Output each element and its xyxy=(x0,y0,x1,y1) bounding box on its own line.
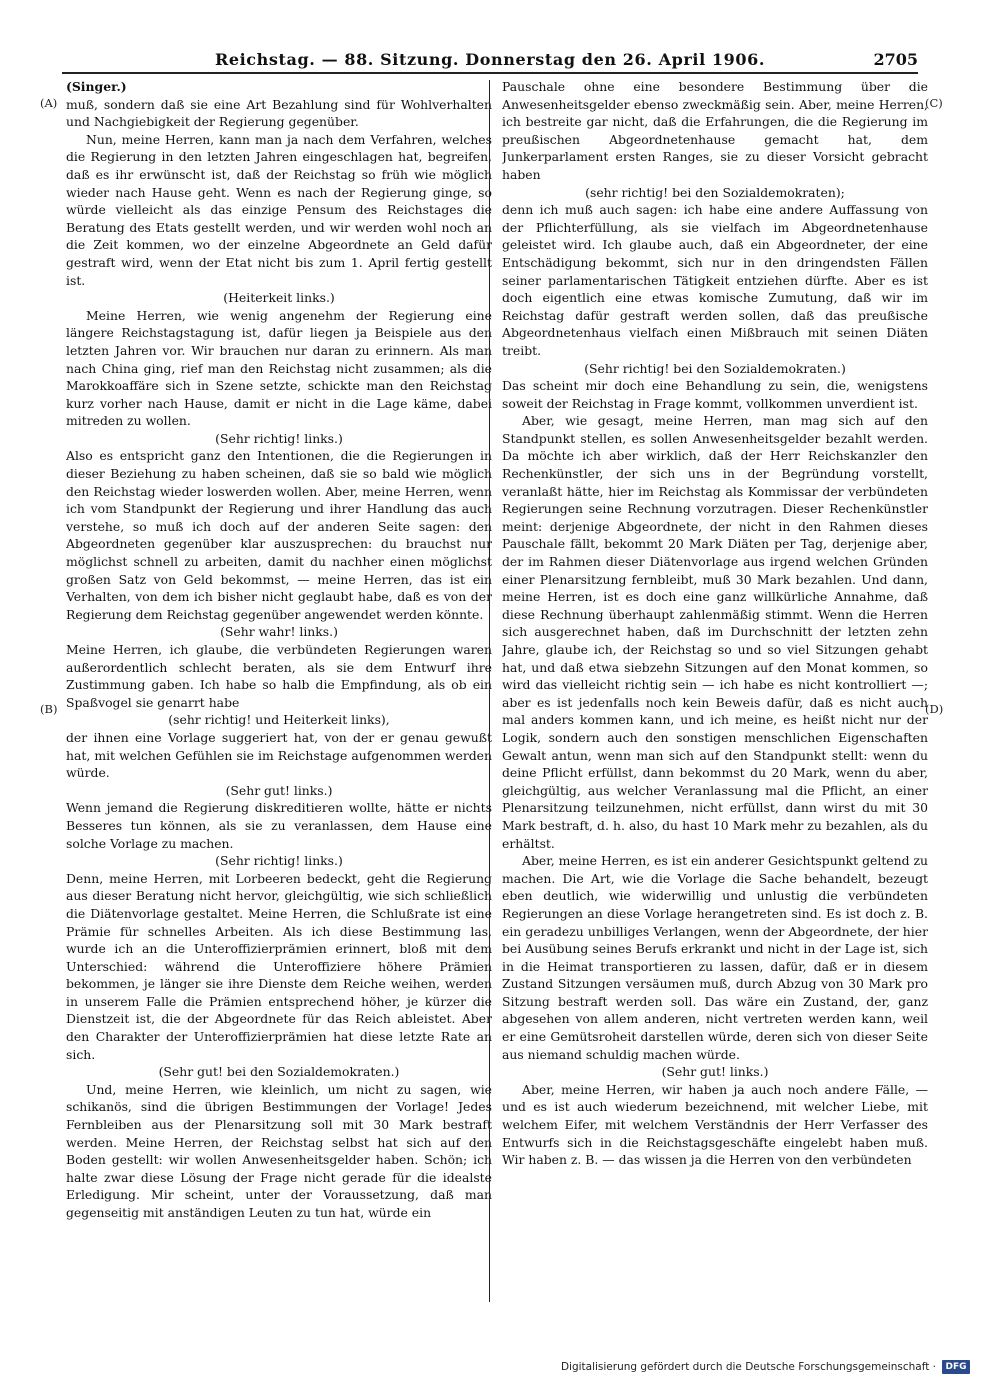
interjection: (Sehr gut! links.) xyxy=(661,1064,769,1080)
paragraph: Meine Herren, wie wenig angenehm der Regierung eine längere Reichstagstagung ist, dafür liegen ja Beispiele aus den letzten Jahren vor. Wir brauchen nur daran zu erinnern. Als man nach China ging, rief man den Reichstag nicht zusammen; als die Marokkoaffäre sich in Szene setzte, schickte man den Reichstag kurz vorher nach Hause, damit er nicht in die Lage käme, dabei mitreden zu wollen. xyxy=(66,307,492,429)
interjection: (sehr richtig! bei den Sozialdemokraten); xyxy=(585,184,845,200)
paragraph: denn ich muß auch sagen: ich habe eine andere Auffassung von der Pflichterfüllung, als sie vielfach im Abgeordnetenhause geleistet wird. Ich glaube auch, daß ein Abgeordneter, der eine Entschädigung bekommt, sich nur in den dringendsten Fällen seiner parlamentarischen Tätigkeit entziehen dürfte. Aber es ist doch eigentlich eine etwas komische Zumutung, daß wir im Reichstag dafür gestraft werden sollen, daß das preußische Abgeordnetenhaus vielfach einen Mißbrauch mit seinen Diäten treibt. xyxy=(502,202,928,358)
column-divider xyxy=(489,80,490,1302)
right-column xyxy=(502,78,928,1308)
page-footer xyxy=(561,1357,970,1377)
interjection: (Sehr richtig! links.) xyxy=(215,853,343,869)
margin-marker-a: (A) xyxy=(40,96,58,110)
paragraph: Aber, wie gesagt, meine Herren, man mag sich auf den Standpunkt stellen, es sollen Anwesenheitsgelder bezahlt werden. Da möchte ich aber wirklich, daß der Herr Reichskanzler den Rechenkünstler, der sich uns in der Begründung vorstellt, veranlaßt hätte, hier im Reichstag als Kommissar der verbündeten Regierungen seine Rechnung vorzutragen. Dieser Rechenkünstler meint: derjenige Abgeordnete, der nicht in den Rahmen dieses Pauschale fällt, bekommt 20 Mark Diäten per Tag, derjenige aber, der im Rahmen dieser Diätenvorlage aus irgend welchen Gründen einer Plenarsitzung fernbleibt, muß 30 Mark bezahlen. Und dann, meine Herren, ist es doch eine ganz willkürliche Annahme, daß diese Rechnung überhaupt zahlenmäßig stimmt. Wenn die Herren sich ausgerechnet haben, daß im Durchschnitt der letzten zehn Jahre, glaube ich, der Reichstag so und so viel Sitzungen gehabt hat, und daß etwa siebzehn Sitzungen auf den Monat kommen, so wird das vielleicht richtig sein — ich habe es nicht kontrolliert —; aber es ist jedenfalls noch kein Beweis dafür, daß es nicht auch mal anders kommen kann, und ich meine, es heißt nicht nur der Logik, sondern auch den sonstigen menschlichen Eigenschaften Gewalt antun, wenn man sich auf den Standpunkt stellt: wenn du deine Pflicht erfüllst, dann bekommst du 20 Mark, wenn du aber, gleichgültig, aus welcher Veranlassung mal die Pflicht, an einer Plenarsitzung teilzunehmen, nicht erfüllst, dann wirst du mit 30 Mark bestraft, d. h. also, du hast 10 Mark mehr zu bezahlen, als du erhältst. xyxy=(502,413,928,851)
footer-credit: Digitalisierung gefördert durch die Deutsche Forschungsgemeinschaft · xyxy=(560,1361,936,1373)
paragraph: Nun, meine Herren, kann man ja nach dem Verfahren, welches die Regierung in den letzten Jahren eingeschlagen hat, begreifen, daß es ihr erwünscht ist, daß der Reichstag so früh wie möglich wieder nach Hause geht. Wenn es nach der Regierung ginge, so würde vielleicht als das einzige Pensum des Reichstages die Beratung des Etats gestellt werden, und wir werden wohl noch an die Zeit kommen, wo der einzelne Abgeordnete an Geld dafür gestraft wird, wenn der Etat nicht bis zum 1. April fertig gestellt ist. xyxy=(66,131,492,288)
margin-marker-c: (C) xyxy=(925,96,943,110)
margin-marker-d: (D) xyxy=(925,702,944,716)
paragraph: Das scheint mir doch eine Behandlung zu sein, die, wenigstens soweit der Reichstag in Frage kommt, vollkommen unverdient ist. xyxy=(502,378,928,411)
interjection: (Sehr richtig! bei den Sozialdemokraten.) xyxy=(584,360,846,376)
header-rule xyxy=(62,72,918,74)
paragraph: der ihnen eine Vorlage suggeriert hat, von der er genau gewußt hat, mit welchen Gefühlen sie im Reichstage aufgenommen werden würde. xyxy=(66,729,492,781)
page-number: 2705 xyxy=(873,50,918,69)
interjection: (Heiterkeit links.) xyxy=(223,290,335,306)
paragraph: Pauschale ohne eine besondere Bestimmung über die Anwesenheitsgelder ebenso zweckmäßig sein. Aber, meine Herren, ich bestreite gar nicht, daß die Erfahrungen, die die Regierung im preußischen Abgeordnetenhause gemacht hat, dem Junkerparlament ersten Ranges, sie zu dieser Vorsicht gebracht haben xyxy=(502,79,928,182)
interjection: (Sehr gut! links.) xyxy=(225,782,333,798)
paragraph: Aber, meine Herren, es ist ein anderer Gesichtspunkt geltend zu machen. Die Art, wie die Vorlage die Sache behandelt, bezeugt eben deutlich, wie widerwillig und unlustig die verbündeten Regierungen an diese Vorlage herangetreten sind. Es ist doch z. B. ein geradezu unbilliges Verlangen, wenn der Abgeordnete, der hier bei Ausübung seines Berufs erkrankt und nicht in der Lage ist, sich in die Heimat transportieren zu lassen, dafür, daß er in diesem Zustand Sitzungen versäumen muß, durch Abzug von 30 Mark pro Sitzung bestraft werden soll. Das wäre ein Zustand, der, ganz abgesehen von allem anderen, nicht vertreten werden kann, weil er eine Gemütsroheit darstellen würde, deren sich von dieser Seite aus niemand schuldig machen würde. xyxy=(502,853,928,1062)
paragraph: Wenn jemand die Regierung diskreditieren wollte, hätte er nichts Besseres tun können, als sie zu veranlassen, dem Hause eine solche Vorlage zu machen. xyxy=(66,800,492,851)
paragraph: Meine Herren, ich glaube, die verbündeten Regierungen waren außerordentlich schlecht beraten, als sie dem Entwurf ihre Zustimmung gaben. Ich habe so halb die Empfindung, als ob ein Spaßvogel sie genarrt habe xyxy=(66,642,492,710)
paragraph: muß, sondern daß sie eine Art Bezahlung sind für Wohlverhalten und Nachgiebigkeit der Regierung gegenüber. xyxy=(66,96,492,130)
left-column xyxy=(66,78,492,1308)
paragraph: Und, meine Herren, wie kleinlich, um nicht zu sagen, wie schikanös, sind die übrigen Bestimmungen der Vorlage! Jedes Fernbleiben aus der Plenarsitzung soll mit 30 Mark bestraft werden. Meine Herren, der Reichstag selbst hat sich auf den Boden gestellt: wir wollen Anwesenheitsgelder haben. Schön; ich halte zwar diese Lösung der Frage nicht gerade für die idealste Erledigung. Mir scheint, unter der Voraussetzung, daß man gegenseitig mit anständigen Leuten zu tun hat, würde ein xyxy=(66,1081,492,1220)
margin-marker-b: (B) xyxy=(40,702,58,716)
speaker-name: (Singer.) xyxy=(66,79,127,94)
paragraph: Also es entspricht ganz den Intentionen, die die Regierungen in dieser Beziehung zu haben scheinen, daß sie so bald wie möglich den Reichstag wieder loswerden wollen. Aber, meine Herren, wenn ich vom Standpunkt der Regierung und ihrer Handlung das auch verstehe, so muß ich doch auf der anderen Seite sagen: den Abgeordneten gegenüber klar auszusprechen: du brauchst nur möglichst schnell zu arbeiten, damit du nachher einen möglichst großen Satz von Geld bekommst, — meine Herren, das ist ein Verhalten, von dem ich bisher nicht geglaubt habe, daß es von der Regierung dem Reichstag gegenüber angewendet werden könnte. xyxy=(66,448,492,622)
interjection: (Sehr gut! bei den Sozialdemokraten.) xyxy=(158,1064,400,1080)
dfg-logo: DFG xyxy=(942,1360,970,1374)
paragraph: Denn, meine Herren, mit Lorbeeren bedeckt, geht die Regierung aus dieser Beratung nicht hervor, gleichgültig, wie sich schließlich die Diätenvorlage gestaltet. Meine Herren, die Schlußrate ist eine Prämie für schnelles Arbeiten. Als ich diese Bestimmung las, wurde ich an die Unteroffizierprämien erinnert, bloß mit dem Unterschied: während die Unteroffiziere höhere Prämien bekommen, je länger sie ihre Dienste dem Reiche weihen, werden in unserem Falle die Prämien entsprechend höher, je kürzer die Dienstzeit ist, die der Abgeordnete für das Reich ableistet. Aber den Charakter der Unteroffizierprämien hat diese letzte Rate an sich. xyxy=(66,870,492,1062)
paragraph: Aber, meine Herren, wir haben ja auch noch andere Fälle, — und es ist auch wiederum bezeichnend, mit welcher Liebe, mit welchem Eifer, mit welchem Verständnis der Herr Verfasser des Entwurfs sich in die Reichstagsgeschäfte eingelebt haben muß. Wir haben z. B. — das wissen ja die Herren von den verbündeten xyxy=(502,1081,928,1168)
interjection: (Sehr richtig! links.) xyxy=(215,430,343,446)
interjection: (Sehr wahr! links.) xyxy=(220,624,338,640)
interjection: (sehr richtig! und Heiterkeit links), xyxy=(168,712,390,728)
page-title: Reichstag. — 88. Sitzung. Donnerstag den 26. April 1906. xyxy=(214,50,766,69)
